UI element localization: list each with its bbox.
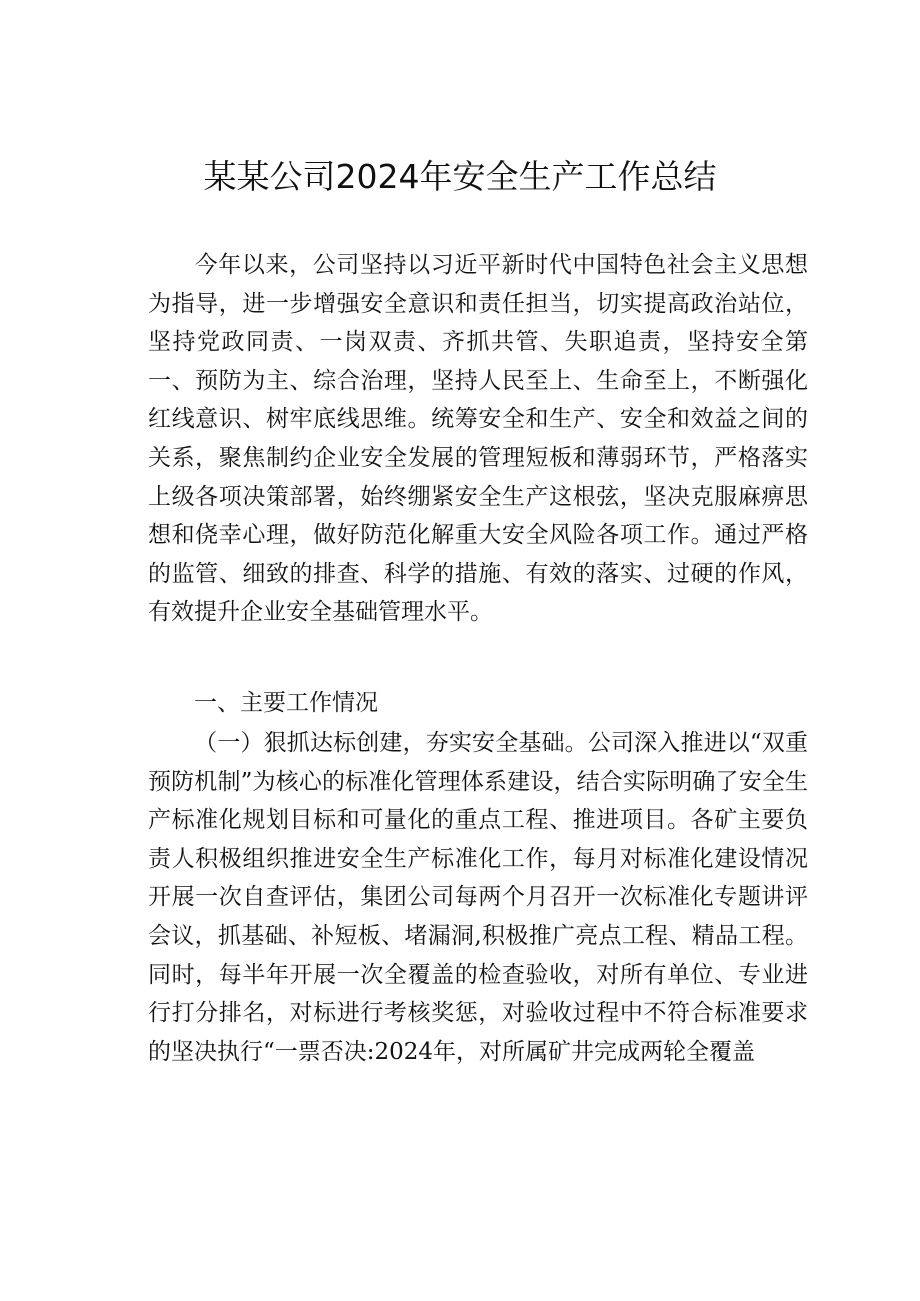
intro-paragraph: [148, 246, 808, 632]
intro-paragraph-text: 今年以来，公司坚持以习近平新时代中国特色社会主义思想为指导，进一步增强安全意识和责任担当，切实提高政治站位，坚持党政同责、一岗双责、齐抓共管、失职追责，坚持安全第一、预防为主、综合治理，坚持人民至上、生命至上，不断强化红线意识、树牢底线思维。统筹安全和生产、安全和效益之间的关系，聚焦制约企业安全发展的管理短板和薄弱环节，严格落实上级各项决策部署，始终绷紧安全生产这根弦，坚决克服麻痹思想和侥幸心理，做好防范化解重大安全风险各项工作。通过严格的监管、细致的排查、科学的措施、有效的落实、过硬的作风，有效提升企业安全基础管理水平。: [148, 252, 808, 626]
section-heading: 一、主要工作情况: [194, 690, 378, 716]
document-title: 某某公司2024年安全生产工作总结: [203, 157, 717, 196]
section-paragraph: [148, 724, 808, 1071]
section-paragraph-text: （一）狠抓达标创建，夯实安全基础。公司深入推进以“双重预防机制”为核心的标准化管理体系建设，结合实际明确了安全生产标准化规划目标和可量化的重点工程、推进项目。各矿主要负责人积极组织推进安全生产标准化工作，每月对标准化建设情况开展一次自查评估，集团公司每两个月召开一次标准化专题讲评会议，抓基础、补短板、堵漏洞,积极推广亮点工程、精品工程。同时，每半年开展一次全覆盖的检查验收，对所有单位、专业进行打分排名，对标进行考核奖惩，对验收过程中不符合标准要求的坚决执行“一票否决:2024年，对所属矿井完成两轮全覆盖: [148, 730, 808, 1065]
